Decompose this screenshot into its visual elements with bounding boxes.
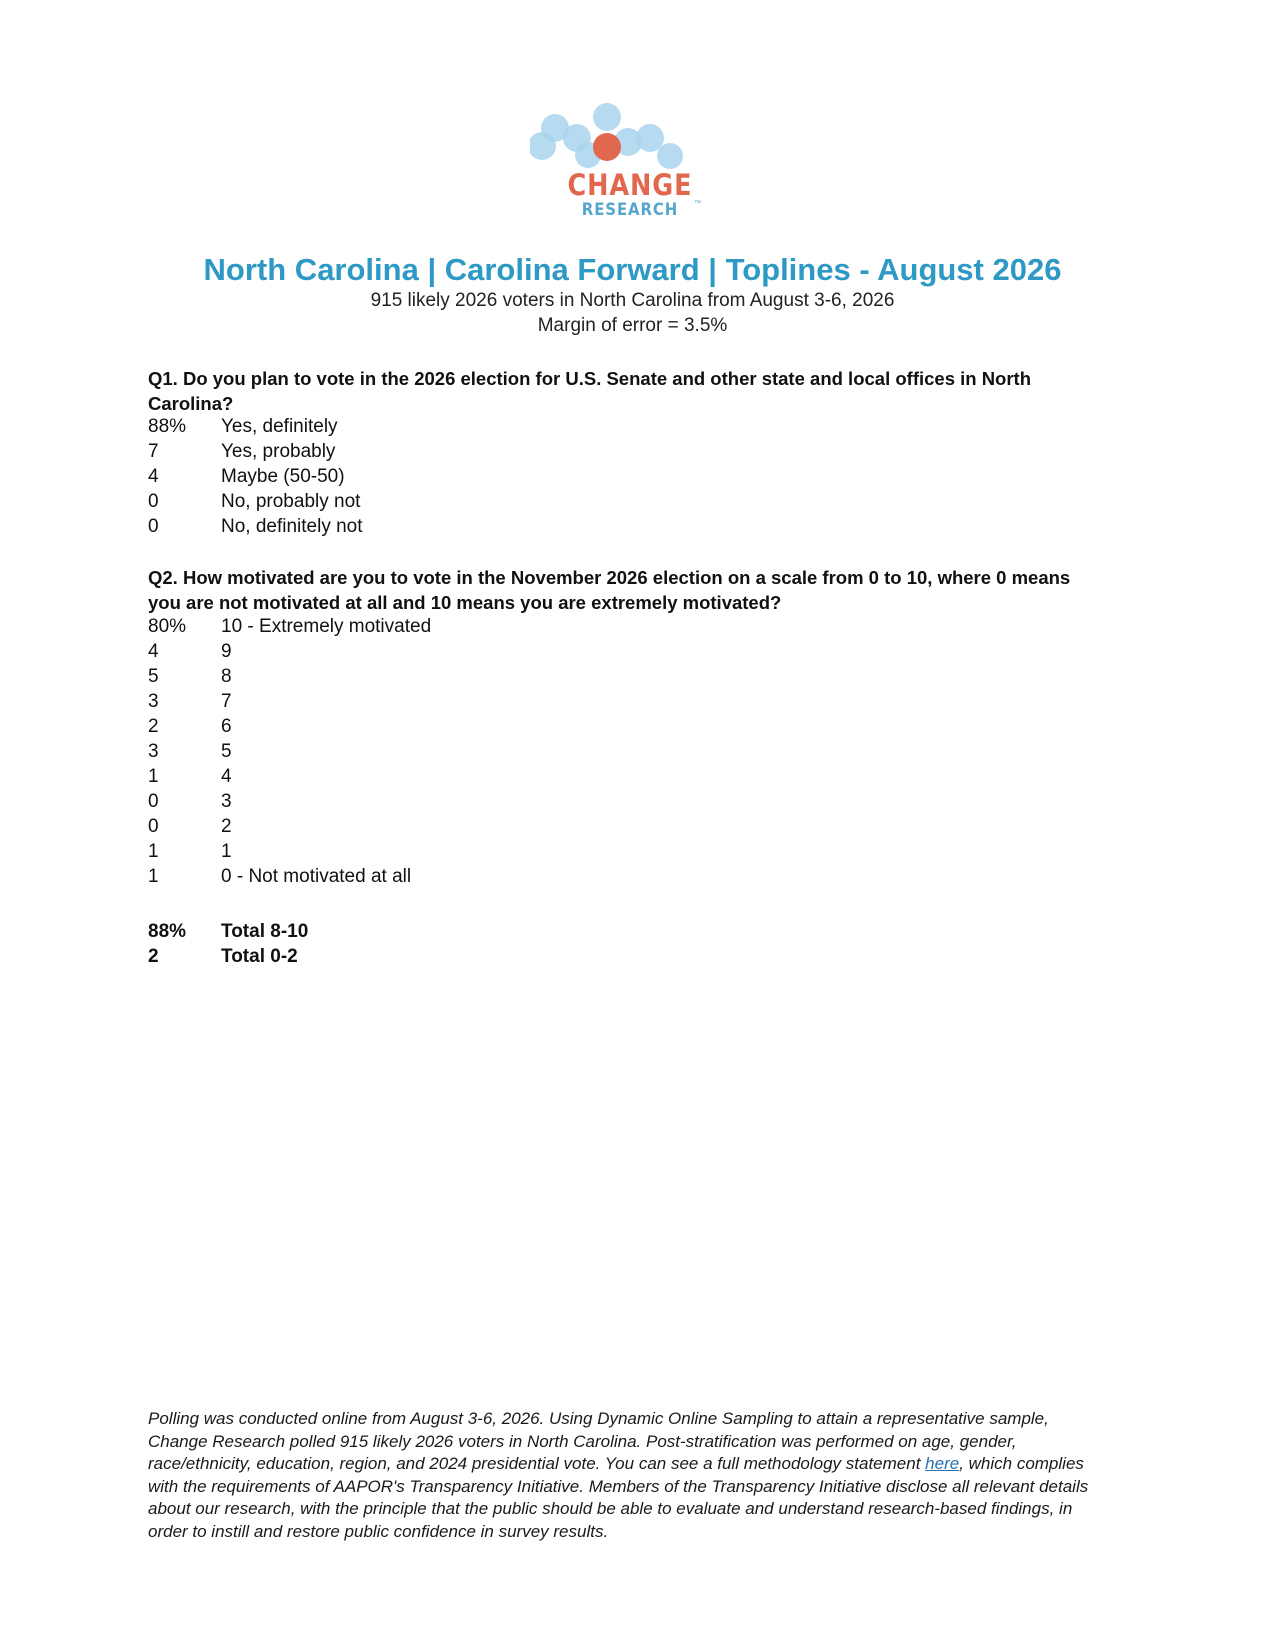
footer-text-before: Polling was conducted online from August 3-6, 2026. Using Dynamic Online Sampling to attain a representative sample, Change Research polled 915 likely 2026 voters in North Carolina. Post-stratification was performed on age, gender, race/ethnicity, education, region, and 2024 presidential vote. You can see a full methodology statement [148, 1409, 1049, 1473]
q1-title: Q1. Do you plan to vote in the 2026 election for U.S. Senate and other state and local offices in North Carolina? [148, 368, 1032, 414]
q2-row-pct: 1 [148, 766, 159, 787]
q1-row-pct: 7 [148, 441, 159, 462]
q2-total-pct: 2 [148, 946, 159, 967]
q1-row-pct: 0 [148, 491, 159, 512]
q2-row-pct: 0 [148, 816, 159, 837]
q2-row-label: 9 [221, 641, 232, 662]
q2-row-pct: 0 [148, 791, 159, 812]
change-research-logo [530, 100, 730, 228]
q1-row-label: Yes, probably [221, 441, 336, 462]
q1-row-pct: 4 [148, 466, 159, 487]
q2-row-pct: 1 [148, 841, 159, 862]
q2-row-pct: 5 [148, 666, 159, 687]
q2-row-label: 0 - Not motivated at all [221, 866, 412, 887]
q1-row-pct: 0 [148, 516, 159, 537]
q2-row-label: 7 [221, 691, 232, 712]
methodology-link[interactable]: here [925, 1454, 960, 1473]
q2-row-label: 3 [221, 791, 232, 812]
q1-row-pct: 88% [148, 416, 187, 437]
footer-text-after: , which complies with the requirements of AAPOR's Transparency Initiative. Members of the Transparency Initiative disclose all relevant details about our research, with the principle that the public should be able to evaluate and understand research-based findings, in order to instill and restore public confidence in survey results. [148, 1454, 1089, 1541]
q2-row-label: 4 [221, 766, 232, 787]
methodology-footer [148, 1408, 1098, 1543]
q1-row-label: No, probably not [221, 491, 361, 512]
q1-row-label: Yes, definitely [221, 416, 338, 437]
q2-row-label: 5 [221, 741, 232, 762]
q2-title: Q2. How motivated are you to vote in the November 2026 election on a scale from 0 to 10, where 0 means you are not motivated at all and 10 means you are extremely motivated? [148, 567, 1071, 613]
q2-row-label: 6 [221, 716, 232, 737]
q2-row-pct: 3 [148, 691, 159, 712]
q1-row-label: No, definitely not [221, 516, 363, 537]
q2-row-pct: 1 [148, 866, 159, 887]
q2-row-label: 10 - Extremely motivated [221, 616, 432, 637]
q2-row-label: 1 [221, 841, 232, 862]
q2-row-label: 8 [221, 666, 232, 687]
q2-total-pct: 88% [148, 921, 187, 942]
q2-row-pct: 3 [148, 741, 159, 762]
margin-of-error: Margin of error = 3.5% [537, 315, 728, 336]
q2-total-label: Total 8-10 [221, 921, 309, 942]
q2-row-pct: 2 [148, 716, 159, 737]
logo-trademark: ™ [694, 200, 701, 207]
q2-row-pct: 80% [148, 616, 187, 637]
logo-word-research: RESEARCH [581, 200, 679, 220]
q1-row-label: Maybe (50-50) [221, 466, 345, 487]
page-title: North Carolina | Carolina Forward | Toplines - August 2026 [203, 252, 1062, 287]
q2-total-label: Total 0-2 [221, 946, 298, 967]
sample-description: 915 likely 2026 voters in North Carolina from August 3-6, 2026 [370, 290, 895, 311]
q2-row-pct: 4 [148, 641, 159, 662]
q2-row-label: 2 [221, 816, 232, 837]
logo-word-change: CHANGE [567, 168, 693, 202]
